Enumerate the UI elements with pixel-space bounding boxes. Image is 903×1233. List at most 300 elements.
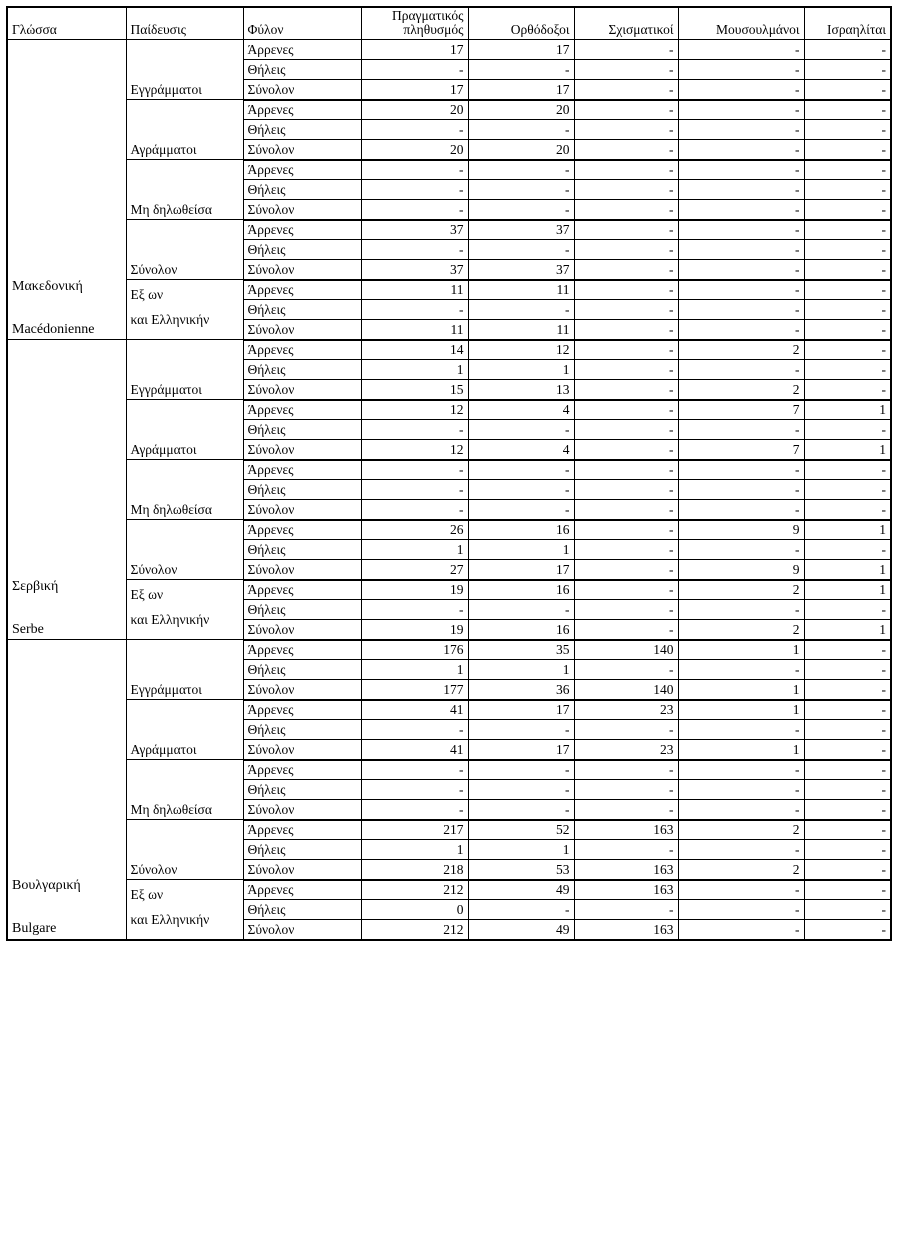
cell-orthodox: 37 [468,220,574,240]
cell-schismatics: - [574,300,678,320]
education-cell [126,700,243,760]
cell-israelites: - [804,780,891,800]
cell-muslims: 2 [678,580,804,600]
sex-cell: Θήλεις [243,540,361,560]
sex-cell: Άρρενες [243,280,361,300]
cell-schismatics: - [574,420,678,440]
cell-muslims: 7 [678,400,804,420]
column-header-muslims: Μουσουλμάνοι [678,7,804,40]
census-table [6,6,892,941]
cell-orthodox: 16 [468,620,574,640]
cell-muslims: - [678,760,804,780]
cell-orthodox: - [468,780,574,800]
cell-muslims: - [678,500,804,520]
language-name-greek: Μακεδονική [12,278,83,294]
education-label-line-2: και Ελληνικήν [130,912,210,928]
table-row [7,460,891,480]
cell-schismatics: 23 [574,740,678,760]
cell-actual-population: 11 [361,320,468,340]
cell-israelites: - [804,820,891,840]
sex-cell: Σύνολον [243,500,361,520]
education-cell [126,340,243,400]
sex-cell: Σύνολον [243,440,361,460]
sex-cell: Σύνολον [243,800,361,820]
cell-actual-population: - [361,160,468,180]
cell-israelites: 1 [804,400,891,420]
cell-muslims: - [678,800,804,820]
column-header-israelites: Ισραηλίται [804,7,891,40]
sex-cell: Άρρενες [243,580,361,600]
cell-actual-population: 217 [361,820,468,840]
sex-cell: Θήλεις [243,840,361,860]
cell-actual-population: 1 [361,540,468,560]
cell-orthodox: - [468,600,574,620]
table-row [7,640,891,660]
cell-schismatics: - [574,360,678,380]
sex-cell: Άρρενες [243,400,361,420]
education-cell [126,400,243,460]
cell-schismatics: - [574,760,678,780]
table-header [7,7,891,40]
cell-muslims: 1 [678,740,804,760]
sex-cell: Θήλεις [243,120,361,140]
cell-actual-population: - [361,120,468,140]
education-label-line-1: Εξ ων [130,287,164,303]
education-cell [126,880,243,940]
cell-muslims: 2 [678,380,804,400]
column-header-language: Γλώσσα [7,7,126,40]
education-label-line-2: και Ελληνικήν [130,612,210,628]
cell-schismatics: - [574,780,678,800]
sex-cell: Άρρενες [243,820,361,840]
sex-cell: Σύνολον [243,620,361,640]
language-cell [7,640,126,940]
cell-actual-population: 19 [361,580,468,600]
sex-cell: Θήλεις [243,480,361,500]
language-name-greek: Βουλγαρική [12,878,81,894]
education-cell [126,220,243,280]
cell-actual-population: 1 [361,660,468,680]
education-label-line-1: Μη δηλωθείσα [130,502,212,518]
header-row [7,7,891,40]
cell-orthodox: 1 [468,540,574,560]
language-name-greek: Σερβική [12,578,59,594]
education-label-line-1: Εγγράμματοι [130,682,202,698]
cell-actual-population: 20 [361,140,468,160]
cell-schismatics: - [574,660,678,680]
education-label-line-1: Εξ ων [130,587,164,603]
cell-israelites: 1 [804,440,891,460]
cell-actual-population: 1 [361,360,468,380]
sex-cell: Σύνολον [243,680,361,700]
cell-schismatics: - [574,400,678,420]
cell-actual-population: 17 [361,80,468,100]
table-row [7,520,891,540]
cell-actual-population: 19 [361,620,468,640]
table-row [7,220,891,240]
cell-muslims: - [678,460,804,480]
cell-schismatics: - [574,560,678,580]
sex-cell: Θήλεις [243,600,361,620]
cell-orthodox: - [468,300,574,320]
cell-orthodox: 13 [468,380,574,400]
cell-israelites: - [804,640,891,660]
cell-actual-population: 41 [361,700,468,720]
cell-muslims: - [678,180,804,200]
cell-schismatics: - [574,520,678,540]
cell-orthodox: 17 [468,740,574,760]
cell-actual-population: 37 [361,220,468,240]
cell-orthodox: - [468,420,574,440]
cell-schismatics: - [574,800,678,820]
sex-cell: Άρρενες [243,40,361,60]
table-row [7,880,891,900]
cell-israelites: - [804,260,891,280]
cell-schismatics: - [574,460,678,480]
cell-muslims: - [678,660,804,680]
cell-actual-population: 41 [361,740,468,760]
cell-muslims: - [678,200,804,220]
cell-orthodox: - [468,500,574,520]
education-cell [126,40,243,100]
cell-schismatics: - [574,120,678,140]
cell-israelites: - [804,380,891,400]
cell-muslims: - [678,300,804,320]
table-row [7,340,891,360]
cell-schismatics: - [574,500,678,520]
cell-orthodox: 4 [468,440,574,460]
cell-schismatics: - [574,40,678,60]
cell-muslims: 2 [678,620,804,640]
cell-muslims: - [678,160,804,180]
cell-schismatics: - [574,60,678,80]
cell-muslims: - [678,100,804,120]
cell-israelites: - [804,200,891,220]
cell-schismatics: 163 [574,920,678,940]
sex-cell: Σύνολον [243,860,361,880]
cell-schismatics: 163 [574,860,678,880]
cell-israelites: - [804,600,891,620]
cell-schismatics: - [574,580,678,600]
cell-orthodox: - [468,240,574,260]
education-label-line-1: Σύνολον [130,562,178,578]
education-label-line-1: Εγγράμματοι [130,382,202,398]
sex-cell: Άρρενες [243,460,361,480]
education-label-line-1: Μη δηλωθείσα [130,202,212,218]
cell-orthodox: 36 [468,680,574,700]
language-cell [7,340,126,640]
cell-orthodox: - [468,180,574,200]
cell-orthodox: - [468,480,574,500]
cell-israelites: - [804,740,891,760]
cell-israelites: - [804,760,891,780]
sex-cell: Θήλεις [243,720,361,740]
cell-orthodox: 1 [468,660,574,680]
cell-israelites: - [804,340,891,360]
cell-israelites: - [804,660,891,680]
cell-israelites: - [804,160,891,180]
cell-muslims: 9 [678,520,804,540]
cell-schismatics: 163 [574,820,678,840]
cell-orthodox: - [468,160,574,180]
cell-orthodox: 17 [468,700,574,720]
cell-muslims: - [678,600,804,620]
cell-orthodox: 20 [468,140,574,160]
cell-orthodox: 53 [468,860,574,880]
education-cell [126,280,243,340]
sex-cell: Άρρενες [243,520,361,540]
cell-orthodox: 49 [468,920,574,940]
language-name-french: Bulgare [12,921,57,937]
cell-muslims: - [678,140,804,160]
cell-israelites: - [804,480,891,500]
language-cell [7,40,126,340]
cell-orthodox: - [468,720,574,740]
cell-israelites: - [804,80,891,100]
education-label-line-1: Εγγράμματοι [130,82,202,98]
cell-muslims: - [678,240,804,260]
table-row [7,700,891,720]
cell-israelites: - [804,40,891,60]
cell-muslims: - [678,320,804,340]
cell-actual-population: - [361,460,468,480]
cell-orthodox: 1 [468,360,574,380]
cell-actual-population: - [361,180,468,200]
sex-cell: Άρρενες [243,220,361,240]
sex-cell: Άρρενες [243,640,361,660]
education-label-line-2: και Ελληνικήν [130,312,210,328]
sex-cell: Άρρενες [243,340,361,360]
cell-schismatics: - [574,240,678,260]
cell-orthodox: - [468,800,574,820]
cell-actual-population: - [361,720,468,740]
table-row [7,760,891,780]
cell-schismatics: - [574,140,678,160]
sex-cell: Θήλεις [243,420,361,440]
cell-muslims: 1 [678,680,804,700]
cell-israelites: 1 [804,560,891,580]
cell-actual-population: 15 [361,380,468,400]
cell-muslims: 7 [678,440,804,460]
cell-schismatics: - [574,260,678,280]
cell-actual-population: - [361,300,468,320]
cell-israelites: - [804,720,891,740]
cell-israelites: - [804,280,891,300]
education-cell [126,100,243,160]
cell-actual-population: - [361,420,468,440]
cell-orthodox: - [468,120,574,140]
cell-israelites: - [804,920,891,940]
cell-muslims: 2 [678,820,804,840]
column-header-actual-population [361,7,468,40]
cell-actual-population: - [361,480,468,500]
column-header-sex: Φύλον [243,7,361,40]
cell-israelites: - [804,120,891,140]
sex-cell: Σύνολον [243,560,361,580]
header-line-1: Πραγματικός [392,8,464,23]
education-cell [126,640,243,700]
cell-schismatics: - [574,720,678,740]
table-row [7,160,891,180]
sex-cell: Σύνολον [243,320,361,340]
cell-orthodox: 17 [468,40,574,60]
cell-actual-population: - [361,760,468,780]
cell-israelites: - [804,460,891,480]
education-label-line-1: Σύνολον [130,862,178,878]
sex-cell: Άρρενες [243,880,361,900]
cell-schismatics: - [574,600,678,620]
cell-muslims: - [678,260,804,280]
table-row [7,100,891,120]
table-row [7,280,891,300]
cell-muslims: 9 [678,560,804,580]
education-label-line-1: Εξ ων [130,887,164,903]
cell-israelites: - [804,680,891,700]
cell-israelites: - [804,220,891,240]
cell-israelites: - [804,100,891,120]
cell-israelites: - [804,840,891,860]
education-cell [126,580,243,640]
cell-muslims: 1 [678,640,804,660]
header-line-2: πληθυσμός [403,22,464,38]
cell-muslims: - [678,360,804,380]
education-label-line-1: Αγράμματοι [130,442,197,458]
cell-actual-population: - [361,240,468,260]
cell-schismatics: - [574,100,678,120]
cell-actual-population: 11 [361,280,468,300]
cell-orthodox: 20 [468,100,574,120]
sex-cell: Θήλεις [243,780,361,800]
column-header-orthodox: Ορθόδοξοι [468,7,574,40]
cell-israelites: - [804,900,891,920]
cell-orthodox: 12 [468,340,574,360]
cell-schismatics: 163 [574,880,678,900]
cell-muslims: - [678,480,804,500]
cell-orthodox: 11 [468,320,574,340]
cell-muslims: - [678,280,804,300]
cell-schismatics: - [574,180,678,200]
cell-israelites: - [804,180,891,200]
cell-actual-population: 212 [361,920,468,940]
sex-cell: Άρρενες [243,700,361,720]
cell-orthodox: 35 [468,640,574,660]
cell-israelites: - [804,60,891,80]
cell-schismatics: - [574,480,678,500]
cell-actual-population: 12 [361,400,468,420]
cell-actual-population: 17 [361,40,468,60]
sex-cell: Θήλεις [243,300,361,320]
cell-israelites: 1 [804,620,891,640]
cell-orthodox: - [468,460,574,480]
cell-orthodox: 37 [468,260,574,280]
cell-israelites: - [804,540,891,560]
cell-actual-population: - [361,600,468,620]
cell-schismatics: 140 [574,640,678,660]
education-cell [126,760,243,820]
cell-actual-population: 176 [361,640,468,660]
sex-cell: Θήλεις [243,900,361,920]
cell-schismatics: - [574,840,678,860]
cell-orthodox: - [468,760,574,780]
table-body [7,40,891,940]
cell-actual-population: 218 [361,860,468,880]
cell-muslims: - [678,420,804,440]
cell-actual-population: - [361,60,468,80]
cell-schismatics: - [574,160,678,180]
language-name-french: Macédonienne [12,321,95,337]
cell-actual-population: - [361,200,468,220]
language-name-french: Serbe [12,621,44,637]
cell-schismatics: - [574,80,678,100]
cell-orthodox: 17 [468,80,574,100]
cell-muslims: - [678,900,804,920]
table-row [7,40,891,60]
cell-schismatics: - [574,620,678,640]
cell-schismatics: - [574,900,678,920]
education-cell [126,460,243,520]
cell-muslims: - [678,780,804,800]
cell-schismatics: - [574,340,678,360]
cell-schismatics: 23 [574,700,678,720]
sex-cell: Θήλεις [243,180,361,200]
cell-israelites: 1 [804,520,891,540]
sex-cell: Θήλεις [243,360,361,380]
cell-actual-population: 212 [361,880,468,900]
cell-muslims: - [678,840,804,860]
cell-muslims: 1 [678,700,804,720]
education-cell [126,520,243,580]
cell-muslims: 2 [678,340,804,360]
sex-cell: Σύνολον [243,380,361,400]
cell-orthodox: 16 [468,580,574,600]
cell-actual-population: 37 [361,260,468,280]
cell-muslims: - [678,120,804,140]
column-header-education: Παίδευσις [126,7,243,40]
sex-cell: Άρρενες [243,100,361,120]
cell-orthodox: 1 [468,840,574,860]
cell-muslims: - [678,920,804,940]
cell-israelites: - [804,880,891,900]
cell-israelites: - [804,500,891,520]
cell-actual-population: 177 [361,680,468,700]
cell-israelites: - [804,800,891,820]
cell-orthodox: - [468,900,574,920]
cell-muslims: - [678,40,804,60]
cell-israelites: - [804,700,891,720]
cell-actual-population: 20 [361,100,468,120]
cell-israelites: - [804,860,891,880]
cell-israelites: - [804,320,891,340]
sex-cell: Σύνολον [243,740,361,760]
cell-muslims: - [678,60,804,80]
education-label-line-1: Αγράμματοι [130,142,197,158]
cell-israelites: - [804,240,891,260]
cell-orthodox: 11 [468,280,574,300]
table-row [7,820,891,840]
cell-schismatics: 140 [574,680,678,700]
cell-orthodox: 17 [468,560,574,580]
cell-schismatics: - [574,320,678,340]
cell-muslims: - [678,880,804,900]
sex-cell: Θήλεις [243,660,361,680]
education-cell [126,820,243,880]
cell-muslims: - [678,220,804,240]
cell-orthodox: - [468,200,574,220]
cell-actual-population: 14 [361,340,468,360]
sex-cell: Σύνολον [243,140,361,160]
cell-actual-population: - [361,500,468,520]
cell-schismatics: - [574,380,678,400]
